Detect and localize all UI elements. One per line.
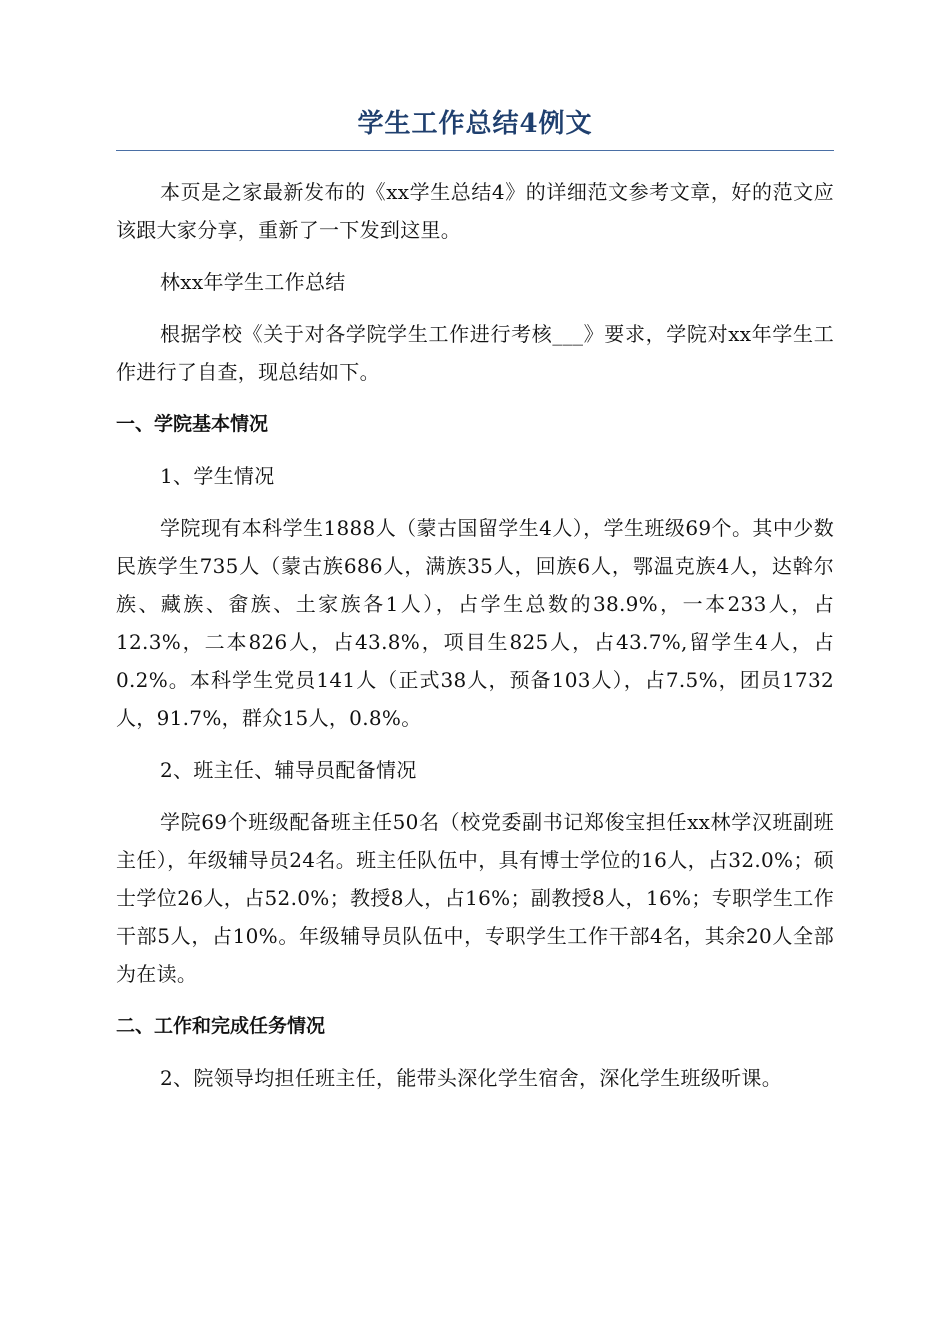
section-2-heading: 二、工作和完成任务情况 [116,1015,326,1037]
item-1-body: 学院现有本科学生1888人（蒙古国留学生4人），学生班级69个。其中少数民族学生735人（蒙古族686人，满族35人，回族6人，鄂温克族4人，达斡尔族、藏族、畲族、土家族各1人），占学生总数的38.9%，一本233人，占12.3%，二本826人，占43.8%，项目生825人，占43.7%,留学生4人，占0.2%。本科学生党员141人（正式38人，预备103人），占7.5%，团员1732人，91.7%，群众15人，0.8%。 [116,516,834,730]
subtitle-paragraph: 林xx年学生工作总结 [160,270,346,294]
intro-paragraph: 本页是之家最新发布的《xx学生总结4》的详细范文参考文章，好的范文应该跟大家分享，重新了一下发到这里。 [116,180,834,242]
preface-paragraph: 根据学校《关于对各学院学生工作进行考核___》要求，学院对xx年学生工作进行了自查，现总结如下。 [116,322,834,384]
item-1-heading: 1、学生情况 [160,464,275,488]
title-divider [116,150,834,151]
document-title: 学生工作总结4例文 [357,109,593,139]
section-2-item: 2、院领导均担任班主任，能带头深化学生宿舍，深化学生班级听课。 [160,1066,783,1090]
item-2-body: 学院69个班级配备班主任50名（校党委副书记郑俊宝担任xx林学汉班副班主任），年级辅导员24名。班主任队伍中，具有博士学位的16人，占32.0%；硕士学位26人，占52.0%；教授8人，占16%；副教授8人，16%；专职学生工作干部5人，占10%。年级辅导员队伍中，专职学生工作干部4名，其余20人全部为在读。 [116,810,834,986]
section-1-heading: 一、学院基本情况 [116,413,269,435]
item-2-heading: 2、班主任、辅导员配备情况 [160,758,417,782]
document-page [116,104,834,1111]
